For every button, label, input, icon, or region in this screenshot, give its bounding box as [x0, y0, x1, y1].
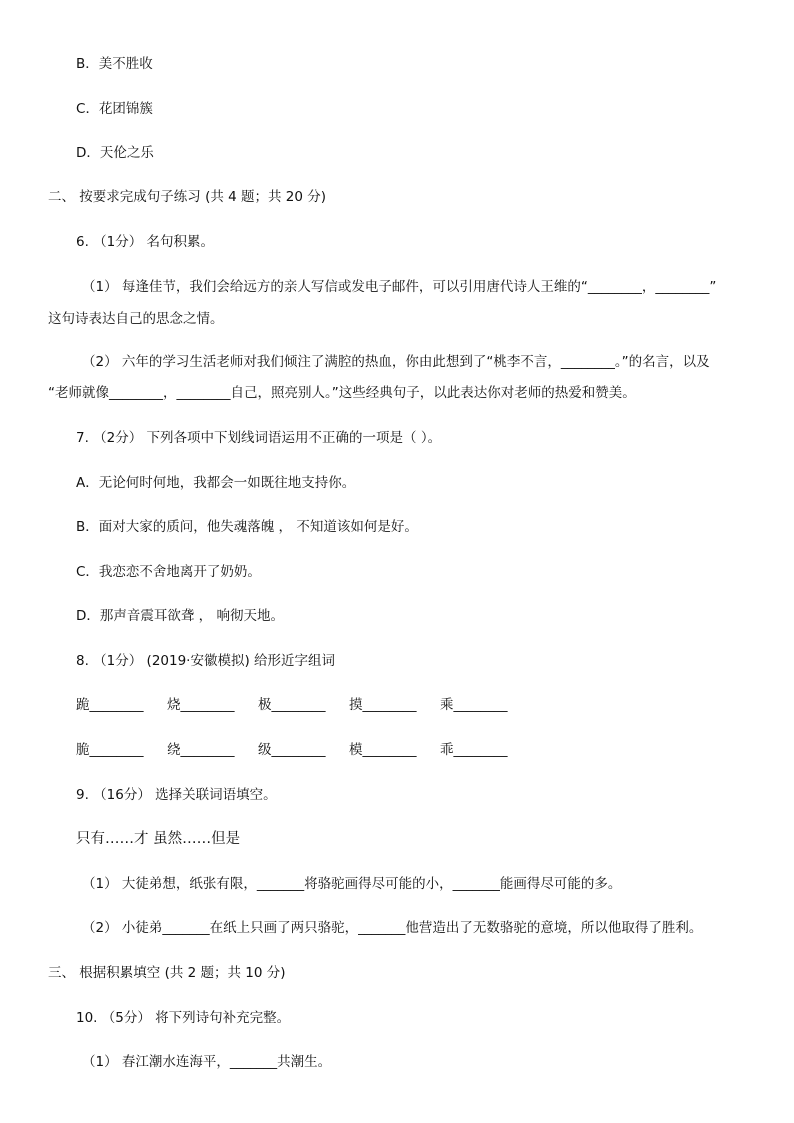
section-heading: 三、 根据积累填空 (共 2 题；共 10 分) [48, 965, 286, 981]
option-d [76, 143, 154, 163]
word-blank: 极________ [258, 697, 326, 713]
option-sep: ． [86, 145, 100, 161]
word-blank: 跪________ [76, 697, 144, 713]
question-part-line: （2） 六年的学习生活老师对我们倾注了满腔的热血，你由此想到了“桃李不言，________。”的名言，以及 [82, 354, 710, 370]
word-blank: 乘________ [440, 697, 508, 713]
option-c: C．我恋恋不舍地离开了奶奶。 [76, 564, 261, 580]
option-d: D．那声音震耳欲聋 ， 响彻天地。 [76, 608, 284, 624]
option-text: 花团锦簇 [98, 101, 153, 117]
option-sep: ． [85, 56, 99, 72]
question-part-line: “老师就像________，________自己，照亮别人。”这些经典句子，以此表达你对老师的热爱和赞美。 [48, 385, 636, 401]
option-letter: D [76, 145, 87, 161]
section-heading: 二、 按要求完成句子练习 (共 4 题；共 20 分) [48, 189, 327, 205]
question-stem: 7. （2分） 下列各项中下划线词语运用不正确的一项是（ ）。 [76, 430, 442, 446]
question-stem: 6. （1分） 名句积累。 [76, 234, 215, 250]
option-b [76, 54, 153, 74]
option-letter: B [76, 56, 86, 72]
question-stem: 9. （16分） 选择关联词语填空。 [76, 787, 277, 803]
conjunction-choices: 只有……才 虽然……但是 [76, 831, 241, 847]
question-part-line: 这句诗表达自己的思念之情。 [48, 311, 224, 327]
question-part-line: （1） 大徒弟想，纸张有限，_______将骆驼画得尽可能的小，_______能画得尽可能的多。 [82, 876, 622, 892]
word-row [76, 740, 531, 760]
option-b: B．面对大家的质问，他失魂落魄 ， 不知道该如何是好。 [76, 519, 418, 535]
word-row [76, 695, 531, 715]
question-part-line: （2） 小徒弟_______在纸上只画了两只骆驼，_______他营造出了无数骆驼的意境，所以他取得了胜利。 [82, 920, 703, 936]
word-blank: 烧________ [167, 697, 235, 713]
question-part-line: （1） 每逢佳节，我们会给远方的亲人写信或发电子邮件，可以引用唐代诗人王维的“________，________” [82, 279, 717, 295]
word-blank: 脆________ [76, 742, 144, 758]
option-text: 美不胜收 [98, 56, 153, 72]
option-a: A．无论何时何地，我都会一如既往地支持你。 [76, 475, 356, 491]
word-blank: 级________ [258, 742, 326, 758]
word-blank: 乖________ [440, 742, 508, 758]
option-c [76, 99, 153, 119]
option-sep: ． [85, 101, 99, 117]
option-letter: C [76, 101, 86, 117]
question-part-line: （1） 春江潮水连海平，_______共潮生。 [82, 1054, 332, 1070]
question-stem: 8. （1分） (2019·安徽模拟) 给形近字组词 [76, 653, 336, 669]
option-text: 天伦之乐 [99, 145, 154, 161]
word-blank: 绕________ [167, 742, 235, 758]
word-blank: 模________ [349, 742, 417, 758]
word-blank: 摸________ [349, 697, 417, 713]
question-stem: 10. （5分） 将下列诗句补充完整。 [76, 1010, 291, 1026]
